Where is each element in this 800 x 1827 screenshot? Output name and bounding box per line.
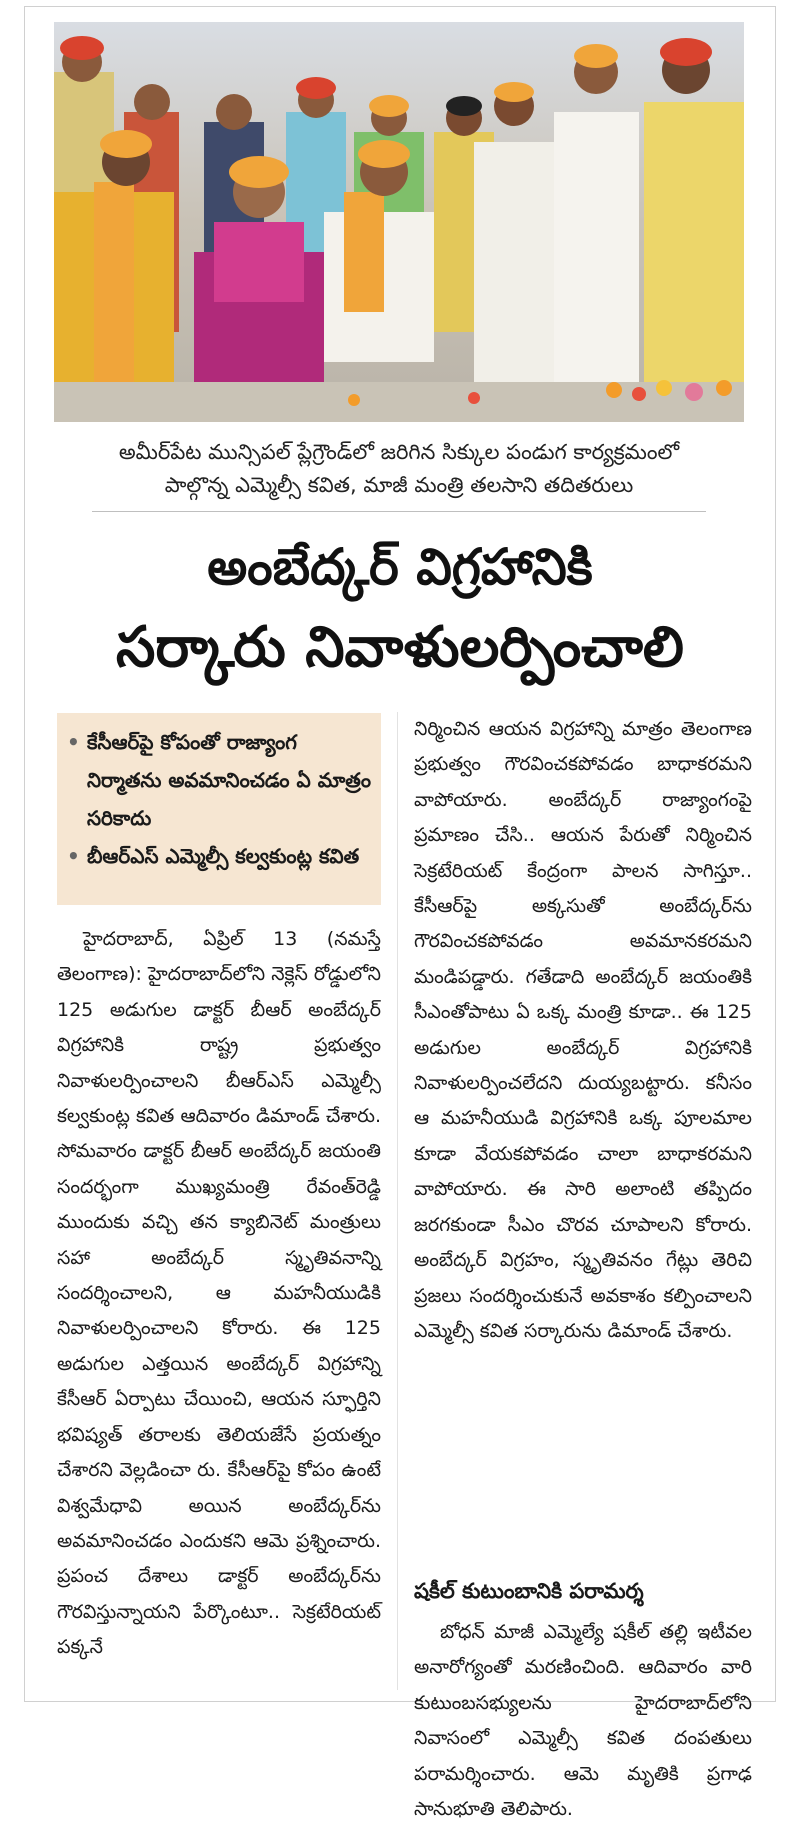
headline-line-1: అంబేద్కర్ విగ్రహానికి [207, 538, 593, 596]
column-separator [397, 712, 398, 1690]
bullet-icon: • [67, 730, 80, 754]
group-photo-image [54, 22, 744, 422]
highlights-box [57, 713, 381, 905]
highlight-text: కేసీఆర్‌పై కోపంతో రాజ్యాంగ నిర్మాతను అవమానించడం ఏ మాత్రం సరికాదు [87, 730, 371, 830]
article-body-left [57, 922, 381, 1666]
subheading: షకీల్ కుటుంబానికి పరామర్శ [414, 1579, 644, 1603]
caption-line-1: అమీర్‌పేట మున్సిపల్ ప్లేగ్రౌండ్‌లో జరిగిన సిక్కుల పండుగ కార్యక్రమంలో [118, 440, 680, 464]
article-paragraph: నిర్మించిన ఆయన విగ్రహాన్ని మాత్రం తెలంగాణ ప్రభుత్వం గౌరవించకపోవడం బాధాకరమని వాపోయారు. అంబేద్కర్ రాజ్యాంగంపై ప్రమాణం చేసి.. ఆయన పేరుతో నిర్మించిన సెక్రటేరియట్ కేంద్రంగా పాలన సాగిస్తూ.. కేసీఆర్‌పై అక్కసుతో అంబేద్కర్‌ను గౌరవించకపోవడం అవమానకరమని మండిపడ్డారు. గతేడాది అంబేద్కర్ జయంతికి సీఎంతోపాటు ఏ ఒక్క మంత్రి కూడా.. ఈ 125 అడుగుల అంబేద్కర్ విగ్రహానికి నివాళులర్పించలేదని దుయ్యబట్టారు. కనీసం ఆ మహనీయుడి విగ్రహానికి ఒక్క పూలమాల కూడా వేయకపోవడం చాలా బాధాకరమని వాపోయారు. ఈ సారి అలాంటి తప్పిదం జరగకుండా సీఎం చొరవ చూపాలని కోరారు. అంబేద్కర్ విగ్రహం, స్మృతివనం గేట్లు తెరిచి ప్రజలు సందర్శించుకునే అవకాశం కల్పించాలని ఎమ్మెల్సీ కవిత సర్కారును డిమాండ్ చేశారు. [414, 718, 752, 1342]
headline-line-2: సర్కారు నివాళులర్పించాలి [116, 615, 684, 680]
flowers [54, 380, 744, 422]
divider [92, 511, 706, 512]
highlight-item [65, 723, 373, 837]
front-row-people [54, 130, 434, 402]
article-body-right [414, 712, 752, 1349]
caption-line-2: పాల్గొన్న ఎమ్మెల్సీ కవిత, మాజీ మంత్రి తలసాని తదితరులు [164, 473, 634, 497]
group-photo [54, 22, 744, 422]
bullet-icon: • [67, 844, 80, 868]
article-paragraph: బోధన్ మాజీ ఎమ్మెల్యే షకీల్ తల్లి ఇటీవల అనారోగ్యంతో మరణించింది. ఆదివారం వారి కుటుంబసభ్యులను హైదరాబాద్‌లోని నివాసంలో ఎమ్మెల్సీ కవిత దంపతులు పరామర్శించారు. ఆమె మృతికి ప్రగాఢ సానుభూతి తెలిపారు. [414, 1621, 752, 1821]
highlight-item [65, 837, 373, 875]
article-body-right-2 [414, 1615, 752, 1827]
highlight-text: బీఆర్‌ఎస్ ఎమ్మెల్సీ కల్వకుంట్ల కవిత [87, 844, 360, 868]
photo-caption [54, 436, 744, 502]
article-paragraph: హైదరాబాద్, ఏప్రిల్ 13 (నమస్తే తెలంగాణ): హైదరాబాద్‌లోని నెక్లెస్ రోడ్డులోని 125 అడుగుల డాక్టర్ బీఆర్ అంబేద్కర్ విగ్రహానికి రాష్ట్ర ప్రభుత్వం నివాళులర్పించాలని బీఆర్‌ఎస్ ఎమ్మెల్సీ కల్వకుంట్ల కవిత ఆదివారం డిమాండ్ చేశారు. సోమవారం డాక్టర్ బీఆర్ అంబేద్కర్ జయంతి సందర్భంగా ముఖ్యమంత్రి రేవంత్‌రెడ్డి ముందుకు వచ్చి తన క్యాబినెట్ మంత్రులు సహా అంబేద్కర్ స్మృతివనాన్ని సందర్శించాలని, ఆ మహనీయుడికి నివాళులర్పించాలని కోరారు. ఈ 125 అడుగుల ఎత్తయిన అంబేద్కర్ విగ్రహాన్ని కేసీఆర్ ఏర్పాటు చేయించి, ఆయన స్ఫూర్తిని భవిష్యత్ తరాలకు తెలియజేసే ప్రయత్నం చేశారని వెల్లడించా రు. కేసీఆర్‌పై కోపం ఉంటే విశ్వమేధావి అయిన అంబేద్కర్‌ను అవమానించడం ఎందుకని ఆమె ప్రశ్నించారు. ప్రపంచ దేశాలు డాక్టర్ అంబేద్కర్‌ను గౌరవిస్తున్నాయని పేర్కొంటూ.. సెక్రటేరియట్ పక్కనే [57, 928, 381, 1659]
